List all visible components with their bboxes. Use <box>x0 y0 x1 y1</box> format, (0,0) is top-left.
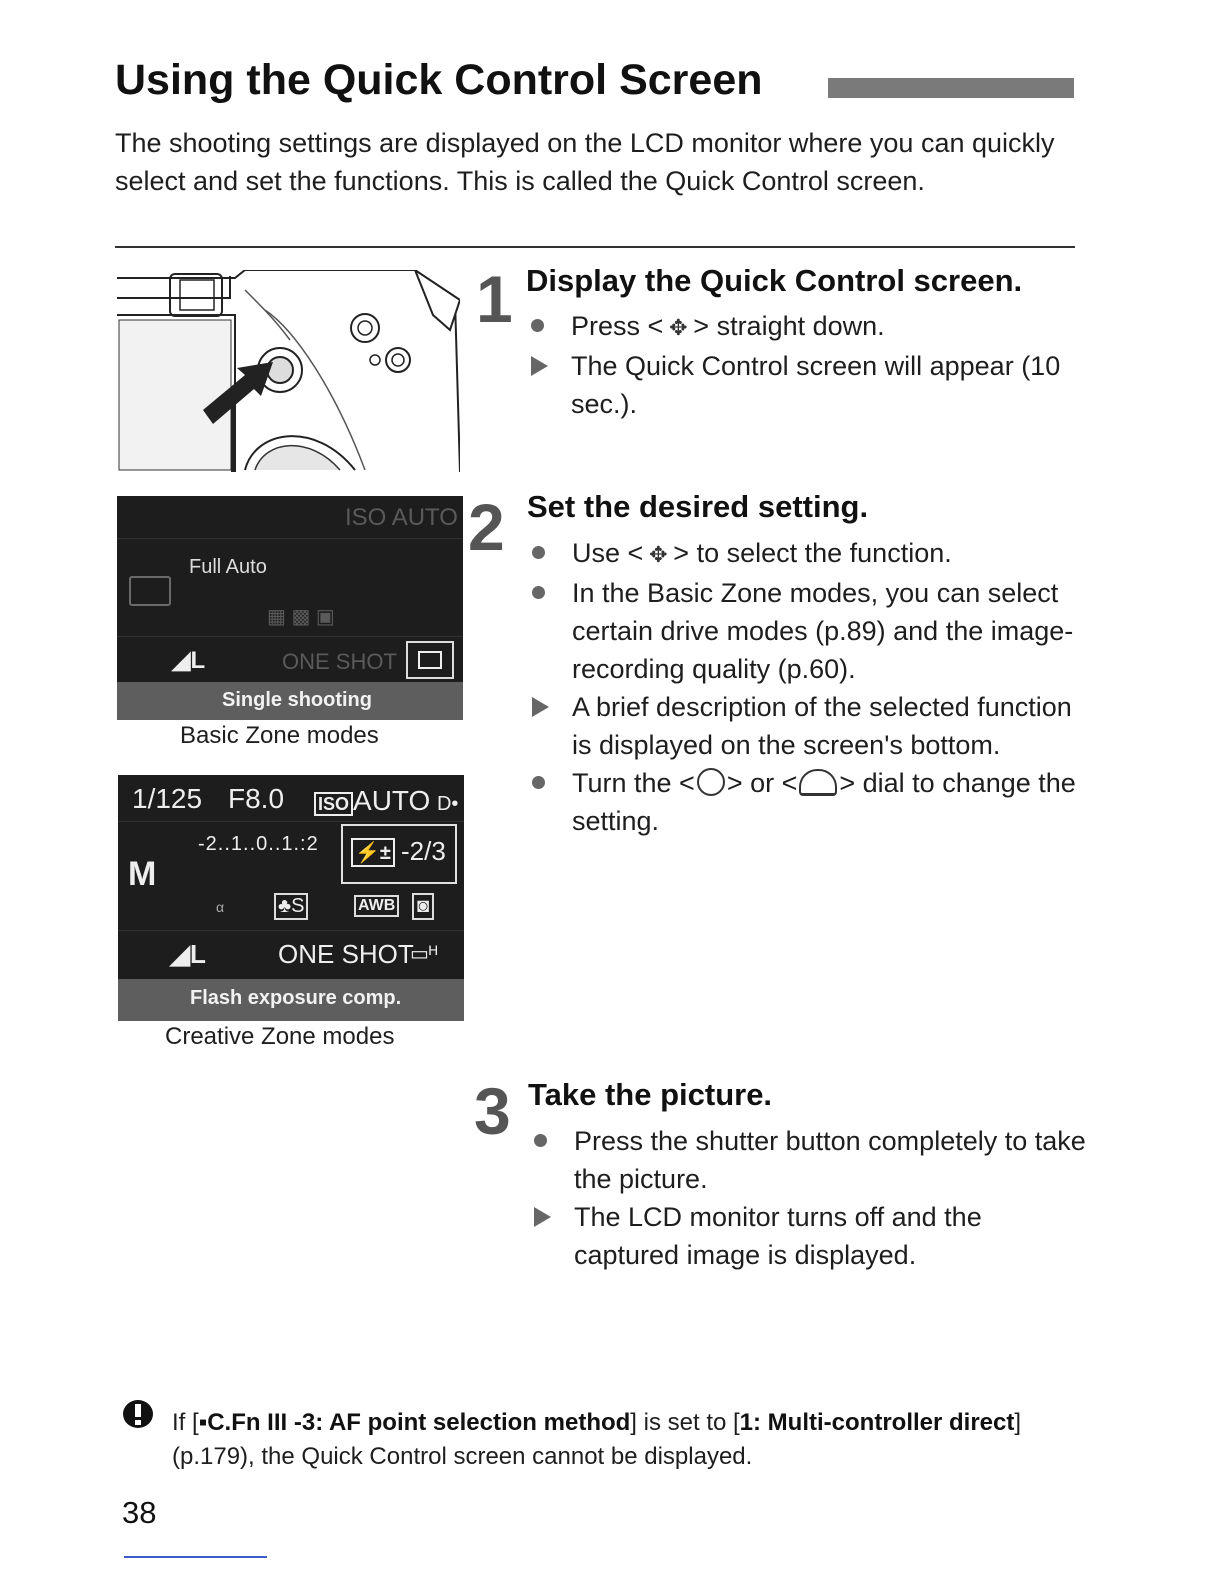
image-quality: ◢L <box>170 939 206 969</box>
list-item: A brief description of the selected function is displayed on the screen's bottom. <box>528 688 1084 764</box>
custom-function-icon: ▪ <box>198 1409 208 1436</box>
step-1-list <box>527 307 1087 423</box>
camera-back-illustration <box>115 270 460 472</box>
list-item: The Quick Control screen will appear (10 sec.). <box>527 347 1087 423</box>
function-description: Flash exposure comp. <box>190 987 402 1009</box>
bullet-icon <box>532 546 545 559</box>
flash-comp-value: -2/3 <box>401 836 446 866</box>
shooting-mode-label: M <box>128 855 157 893</box>
creative-zone-quick-control-screen <box>118 775 464 1021</box>
bullet-icon <box>532 586 545 599</box>
caution-note: If [▪C.Fn III -3: AF point selection method] is set to [1: Multi-controller direct] (p.179), the Quick Control screen cannot be displayed. <box>172 1409 1022 1470</box>
shooting-mode-label: Full Auto <box>189 556 267 578</box>
af-mode: ONE SHOT <box>278 939 414 969</box>
list-item: Press < ✥ > straight down. <box>527 307 1087 347</box>
single-shooting-icon <box>418 651 442 669</box>
metering-mode-icon: ◙ <box>412 893 434 920</box>
list-item: In the Basic Zone modes, you can select certain drive modes (p.89) and the image-recording quality (p.60). <box>528 574 1084 688</box>
step-number-3: 3 <box>474 1074 511 1148</box>
iso-setting: ISO AUTO <box>345 504 458 531</box>
shutter-speed: 1/125 <box>132 783 203 814</box>
step-2-list <box>528 534 1084 840</box>
creative-zone-caption: Creative Zone modes <box>165 1023 395 1050</box>
list-item: Turn the < > or < > dial to change the setting. <box>528 764 1084 840</box>
flash-comp-icon: ⚡± <box>351 838 395 867</box>
setting-value: 1: Multi-controller direct <box>739 1409 1015 1436</box>
section-divider <box>115 246 1075 248</box>
bullet-icon <box>534 1134 547 1147</box>
picture-style-icon: ♣S <box>274 893 308 920</box>
step-number-1: 1 <box>476 262 513 336</box>
step-3-title: Take the picture. <box>528 1077 773 1112</box>
quick-control-dial-icon <box>697 768 725 796</box>
warning-icon <box>121 1398 155 1430</box>
result-arrow-icon <box>532 697 549 717</box>
step-number-2: 2 <box>468 490 505 564</box>
page-number-underline <box>124 1556 267 1558</box>
title-bar-decoration <box>828 78 1074 98</box>
mode-dial-icon <box>129 576 171 606</box>
intro-paragraph: The shooting settings are displayed on the LCD monitor where you can quickly select and set the functions. This is called the Quick Control screen. <box>115 128 1055 196</box>
basic-zone-quick-control-screen <box>117 496 463 720</box>
bullet-icon <box>532 776 545 789</box>
white-balance: AWB <box>354 895 399 917</box>
picture-style-icon: ▦ ▩ ▣ <box>267 606 335 628</box>
function-description: Single shooting <box>222 689 372 711</box>
bullet-icon <box>531 319 544 332</box>
list-item: The LCD monitor turns off and the captured image is displayed. <box>530 1198 1086 1274</box>
step-2-title: Set the desired setting. <box>527 489 869 524</box>
custom-function-name: C.Fn III -3: AF point selection method <box>207 1409 631 1436</box>
drive-mode-selected[interactable] <box>406 641 454 679</box>
result-arrow-icon <box>531 356 548 376</box>
iso-setting: ISO AUTO D• <box>314 785 458 817</box>
af-mode: ONE SHOT <box>282 649 397 674</box>
exposure-level-scale: -2..1..0..1.:2 <box>198 833 319 855</box>
basic-zone-caption: Basic Zone modes <box>180 722 379 749</box>
step-1-title: Display the Quick Control screen. <box>526 263 1023 298</box>
main-dial-icon <box>799 769 837 796</box>
aperture: F8.0 <box>228 783 285 814</box>
list-item: Use < ✥ > to select the function. <box>528 534 1084 574</box>
step-3-list <box>530 1122 1086 1274</box>
page-title: Using the Quick Control Screen <box>115 56 763 104</box>
list-item: Press the shutter button completely to take the picture. <box>530 1122 1086 1198</box>
alpha-icon: α <box>216 899 225 915</box>
multi-controller-icon: ✥ <box>669 315 688 340</box>
drive-mode-icon: ▭ᴴ <box>410 943 438 965</box>
multi-controller-icon: ✥ <box>649 542 668 567</box>
flash-exposure-comp-selected[interactable] <box>341 824 457 884</box>
result-arrow-icon <box>534 1207 551 1227</box>
image-quality: ◢L <box>172 647 206 674</box>
page-number: 38 <box>122 1495 157 1530</box>
